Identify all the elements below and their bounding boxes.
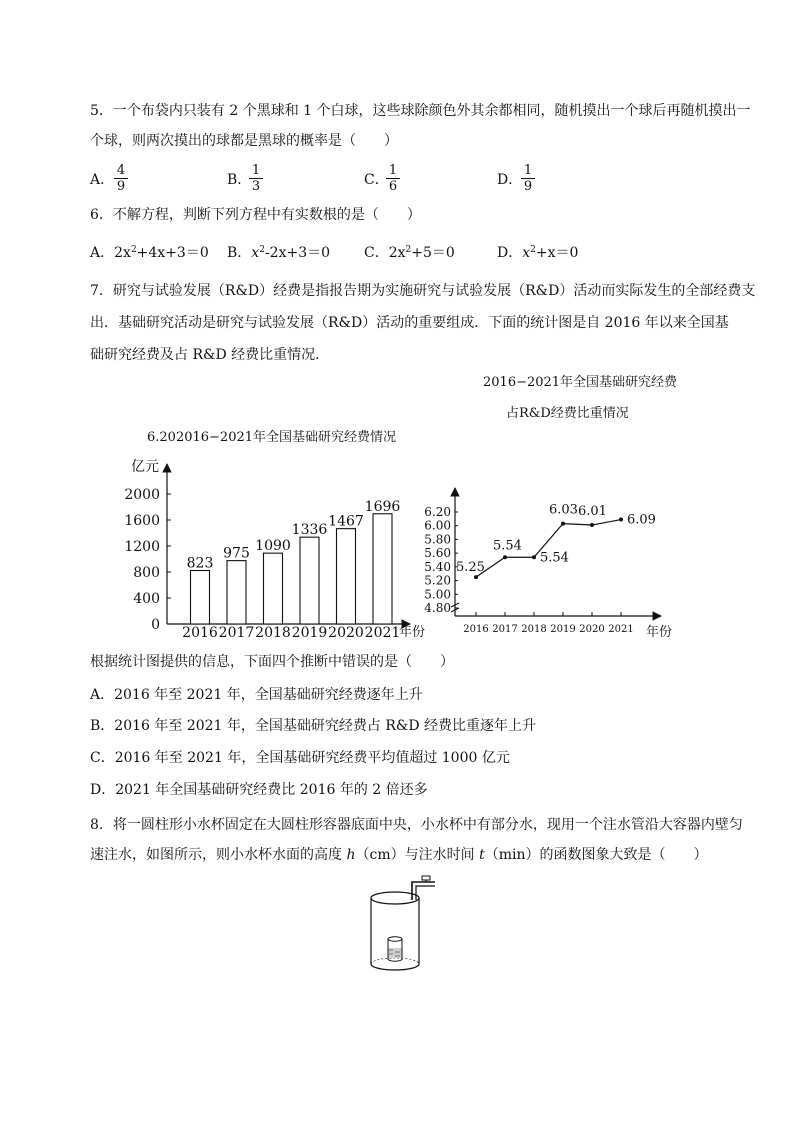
line-chart-y-tick-label: 5.20 (424, 573, 451, 588)
q5-option-c-fraction: $\frac{1}{6}$ (386, 163, 400, 194)
line-chart-data-label: 5.54 (493, 538, 522, 554)
bar-chart-data-label: 1336 (291, 522, 328, 539)
bar-chart-x-tick-label: 2018 (255, 625, 291, 641)
line-chart-x-tick-label: 2018 (521, 624, 547, 635)
q7-stem-line2: 出．基础研究活动是研究与试验发展（R&D）活动的重要组成．下面的统计图是自 2016 年以来全国基 (90, 315, 729, 331)
q5-stem-line1: 5．一个布袋内只装有 2 个黑球和 1 个白球，这些球除颜色外其余都相同，随机摸出一个球后再随机摸出一 (90, 103, 751, 119)
bar-chart-bar (337, 529, 356, 624)
bar-chart-x-label: 年份 (399, 625, 426, 640)
q6-option-d: D．$x^2+x=0$ (497, 245, 579, 261)
line-chart-point (532, 555, 536, 559)
q6-option-a: A．$2x^2+4x+3=0$ (90, 245, 209, 261)
line-chart-y-tick-label: 6.20 (424, 505, 451, 519)
bar-chart-y-tick-label: 1200 (124, 539, 160, 555)
line-chart-x-tick-label: 2016 (463, 624, 489, 635)
bar-chart-x-tick-label: 2020 (328, 625, 364, 641)
line-chart-y-tick-label: 5.60 (424, 546, 451, 561)
q7-question: 根据统计图提供的信息，下面四个推断中错误的是（ ） (90, 654, 454, 670)
bar-chart-y-tick-label: 800 (133, 565, 160, 581)
q7-option-b: B．2016 年至 2021 年，全国基础研究经费占 R&D 经费比重逐年上升 (90, 718, 537, 734)
line-chart-y-tick-label: 5.40 (424, 559, 451, 574)
bar-chart-x-tick-label: 2021 (364, 625, 401, 641)
line-chart-point (474, 575, 478, 579)
line-chart-point (619, 518, 623, 522)
q5-stem-line2: 个球，则两次摸出的球都是黑球的概率是（ ） (90, 133, 398, 149)
bar-chart (110, 450, 435, 645)
q7-option-c: C．2016 年至 2021 年，全国基础研究经费平均值超过 1000 亿元 (90, 750, 510, 766)
bar-chart-data-label: 975 (223, 545, 250, 562)
line-chart-x-tick-label: 2021 (608, 624, 634, 635)
bar-chart-bar (191, 571, 210, 624)
line-chart-data-label: 6.01 (578, 504, 607, 520)
bar-chart-y-tick-label: 2000 (124, 487, 160, 503)
line-chart-point (561, 522, 565, 526)
line-chart-y-tick-label: 6.00 (424, 518, 451, 533)
q6-option-c: C．$2x^2+5=0$ (364, 245, 455, 261)
line-chart-x-label: 年份 (646, 625, 673, 640)
line-chart-y-tick-label: 5.00 (424, 587, 451, 602)
faucet-valve (422, 876, 430, 880)
bar-chart-y-tick-label: 0 (151, 617, 160, 633)
bar-chart-bar (264, 553, 283, 624)
line-chart-data-label: 6.09 (627, 512, 656, 528)
bar-chart-data-label: 1696 (364, 498, 401, 515)
line-chart-x-tick-label: 2019 (550, 624, 576, 635)
chart2-title-line2: 占R&D经费比重情况 (506, 406, 629, 421)
line-chart (418, 478, 688, 648)
line-chart-y-tick-label: 5.80 (424, 532, 451, 547)
q5-option-b-fraction: $\frac{1}{3}$ (249, 163, 263, 194)
chart1-title: 6.202016−2021年全国基础研究经费情况 (147, 430, 397, 445)
line-chart-data-label: 5.54 (540, 550, 569, 566)
q8-stem-line2: 速注水，如图所示，则小水杯水面的高度 h（cm）与注水时间 t（min）的函数图象大致是（ ） (90, 847, 708, 863)
line-chart-y-tick-label: 4.80 (424, 601, 451, 615)
q6-stem: 6．不解方程，判断下列方程中有实数根的是（ ） (90, 207, 421, 223)
line-chart-x-tick-label: 2017 (492, 624, 518, 635)
bar-chart-bar (300, 537, 319, 624)
bar-chart-data-label: 1090 (255, 538, 291, 555)
line-chart-x-tick-label: 2020 (579, 624, 605, 635)
line-chart-data-label: 5.25 (456, 560, 485, 576)
bar-chart-y-tick-label: 400 (133, 591, 160, 607)
q7-option-a: A．2016 年至 2021 年，全国基础研究经费逐年上升 (90, 687, 423, 703)
bar-chart-bar (373, 514, 392, 624)
chart2-title-line1: 2016−2021年全国基础研究经费 (483, 375, 678, 390)
q5-option-a-fraction: $\frac{4}{9}$ (114, 163, 128, 194)
line-chart-point (590, 523, 594, 527)
line-chart-point (503, 555, 507, 559)
bar-chart-y-tick-label: 1600 (124, 513, 160, 529)
q7-option-d: D．2021 年全国基础研究经费比 2016 年的 2 倍还多 (90, 782, 428, 798)
bar-chart-data-label: 1467 (328, 513, 364, 530)
big-cylinder-bottom (371, 964, 419, 970)
container-figure (360, 872, 450, 972)
bar-chart-y-label: 亿元 (131, 459, 159, 475)
line-chart-data-label: 6.03 (549, 502, 578, 518)
q7-stem-line3: 础研究经费及占 R&D 经费比重情况． (90, 347, 330, 363)
cup-water (389, 948, 402, 958)
bar-chart-x-tick-label: 2017 (218, 625, 255, 641)
bar-chart-bar (227, 561, 246, 624)
q5-option-d-fraction: $\frac{1}{9}$ (521, 163, 535, 194)
bar-chart-data-label: 823 (186, 555, 214, 572)
small-cup-top (388, 937, 402, 941)
bar-chart-x-tick-label: 2019 (291, 625, 328, 641)
bar-chart-x-tick-label: 2016 (182, 625, 218, 641)
q8-stem-line1: 8．将一圆柱形小水杯固定在大圆柱形容器底面中央，小水杯中有部分水，现用一个注水管沿大容器内壁匀 (90, 817, 743, 833)
q7-stem-line1: 7．研究与试验发展（R&D）经费是指报告期为实施研究与试验发展（R&D）活动而实际发生的全部经费支 (90, 283, 756, 299)
q6-option-b: B．$x^2-2x+3=0$ (227, 245, 331, 261)
